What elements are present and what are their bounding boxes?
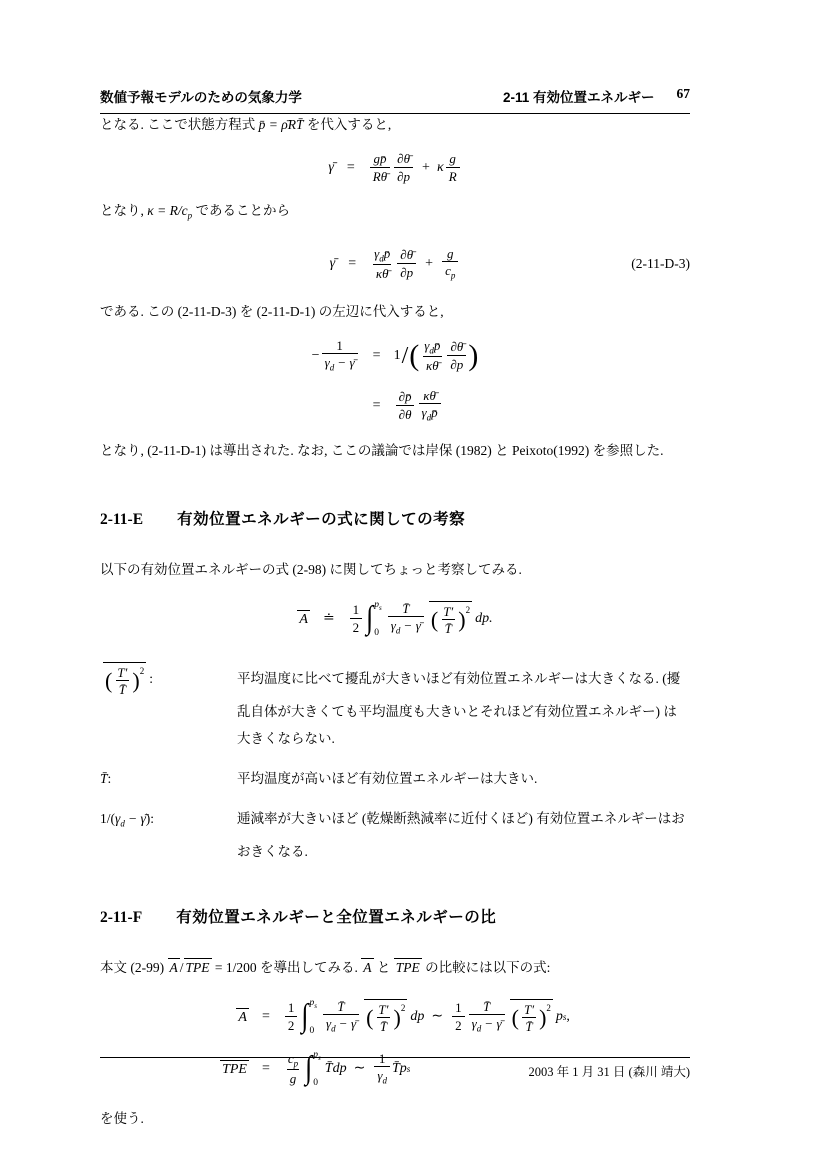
math-token: 1 — [393, 347, 401, 363]
item-term: $1/(\gamma_d$ − γ̄): — [100, 811, 155, 829]
footer-date-author: 2003 年 1 月 31 日 (森川 靖大) — [528, 1065, 690, 1079]
fraction: $\frac{\kappa\thetā}{\gamma_dp̄}$ — [419, 388, 441, 424]
inline-math-kappa: κ = R/c — [147, 203, 188, 219]
fraction: $\frac{\partial\thetā}{\partial p}$ — [447, 339, 466, 372]
header-right — [503, 86, 690, 106]
list-item-lapse-rate — [100, 805, 690, 865]
fraction: $\frac{\gamma_dp̄}{\kappa\thetā}$ — [424, 337, 441, 374]
math-token: γ̄ — [328, 159, 334, 175]
fraction: $\frac{1}{2}$ — [350, 602, 363, 635]
text-run: 本文 (2-99) — [100, 959, 168, 975]
item-term: ( $\frac{T'}{T̄}$ ) $^2$ : — [100, 662, 237, 698]
math-token: = — [348, 255, 357, 271]
section-heading-e — [100, 507, 690, 529]
paragraph-references: となり, (2-11-D-1) は導出された. なお, ここの議論では岸保 (1982) と Peixoto(1992) を参照した. — [100, 442, 664, 458]
paragraph-substitute: である. この (2-11-D-3) を (2-11-D-1) の左辺に代入すると, — [100, 303, 444, 319]
fraction: $\frac{T̄}{\gamma_d - \gammā}$ — [388, 601, 424, 637]
header-chapter: 2-11 有効位置エネルギー — [502, 90, 655, 105]
text-run: を導出してみる. — [256, 959, 362, 975]
overline-A: A — [238, 1010, 247, 1026]
overline-A: A — [299, 612, 308, 628]
section-title: 有効位置エネルギーの式に関しての考察 — [177, 510, 466, 528]
math-token: = — [261, 1008, 270, 1024]
text-run: となる. ここで状態方程式 — [100, 117, 259, 132]
math-token: + — [425, 255, 434, 271]
math-token: − — [311, 347, 320, 363]
section-heading-f — [100, 905, 690, 927]
inline-math-state-eq: p̄ = ρ̄RT̄ — [258, 117, 304, 132]
equation-gamma-1 — [100, 151, 690, 184]
fraction: $\frac{1}{\gamma_d - \gammā}$ — [322, 338, 358, 374]
section-number: 2-11-F — [100, 908, 143, 926]
overline-TPE: TPE — [395, 959, 420, 975]
header-book-title: 数値予報モデルのための気象力学 — [100, 90, 302, 105]
list-item-mean-temperature — [100, 765, 690, 792]
math-token: = — [346, 159, 355, 175]
inline-math-sub: p — [187, 210, 193, 221]
equation-comparison: A = $\frac{1}{2}$ ∫ $p_s$ 0 $\frac{T̄}{\gamma_d - \gammā}$ ( $\frac{T'}{T̄}$ ) $^2$ dp ∼ $\frac{1}{2}$ $\frac{T̄}{\gamma_d - \gammā}$ ( $\frac{T'}{T̄}$ ) $^2$ p s , TPE = $\frac{c_p}{g}$ ∫ $p_s$ 0 T̄ dp ∼ $\frac{1}{\gamma_d}$ T̄ p s — [222, 997, 570, 1088]
math-token: = — [372, 347, 381, 363]
equation-tag: (2-11-D-3) — [631, 255, 690, 271]
math-token: γ̄ — [329, 255, 336, 271]
fraction: $\frac{\partial\thetā}{\partial p}$ — [394, 151, 413, 184]
overline-TPE: TPE — [222, 1062, 247, 1078]
text-run: と — [373, 959, 394, 975]
fraction: $\frac{\partial p̄}{\partial\theta}$ — [396, 389, 415, 422]
item-term: T̄: — [100, 771, 112, 787]
section-title: 有効位置エネルギーと全位置エネルギーの比 — [176, 908, 497, 926]
section-number: 2-11-E — [100, 510, 144, 528]
math-token: = — [372, 397, 381, 413]
math-token: + — [422, 159, 430, 175]
header-page-number: 67 — [676, 86, 690, 101]
equation-2-11-D-3 — [100, 246, 690, 282]
page-header — [100, 86, 690, 114]
text-run: であることから — [192, 203, 290, 219]
overline-A: A — [169, 959, 178, 975]
math-token: κ — [436, 159, 444, 175]
text-run: の比較には以下の式: — [421, 959, 551, 975]
paragraph-state-equation — [100, 114, 690, 135]
fraction: $\frac{gp̄}{R\thetā}$ — [370, 151, 390, 184]
overline-A: A — [363, 959, 372, 975]
integral: ∫ $p_s$ 0 — [305, 1049, 321, 1088]
page-footer — [100, 1057, 690, 1080]
integral: ∫ $p_s$ 0 — [366, 599, 382, 638]
fraction: $\frac{\partial\thetā}{\partial p}$ — [397, 247, 416, 280]
text-run: を代入すると, — [303, 117, 392, 132]
integral: ∫ $p_s$ 0 — [301, 997, 317, 1036]
integral-sign: ∫ — [366, 599, 374, 636]
item-description: 平均温度に比べて擾乱が大きいほど有効位置エネルギーは大きくなる. (擾乱自体が大きくても平均温度も大きいとそれほど有効位置エネルギー) は大きくならない. — [237, 671, 681, 747]
math-token: = — [261, 1060, 270, 1076]
equation-ape — [100, 600, 690, 638]
math-token: ≐ — [322, 611, 335, 627]
overline-perturbation-term: ( $\frac{T'}{T̄}$ ) $^2$ — [429, 601, 472, 637]
math-token: dp. — [475, 610, 493, 626]
fraction: $\frac{\gamma_dp̄}{\kappa\thetā}$ — [374, 245, 391, 282]
list-item-perturbation — [100, 662, 690, 752]
item-description: 逓減率が大きいほど (乾燥断熱減率に近付くほど) 有効位置エネルギーはおおきくなる. — [237, 811, 685, 859]
fraction: $\frac{g}{R}$ — [446, 151, 460, 184]
paragraph-ratio-intro: 本文 (2-99) A / TPE = 1/200 を導出してみる. A と TPE の比較には以下の式: — [100, 959, 551, 975]
equation-derivation: − $\frac{1}{\gamma_d - \gammā}$ = 1 / ( $\frac{\gamma_dp̄}{\kappa\thetā}$ $\frac{\partial\thetā}{\partial p}$ ) = $\frac{\partial p̄}{\partial\theta}$ $\frac{\kappa\thetā}{\gamma_dp̄}$ — [311, 337, 479, 424]
page-body — [100, 86, 690, 1129]
item-description: 平均温度が高いほど有効位置エネルギーは大きい. — [237, 771, 538, 787]
overline-TPE: TPE — [185, 959, 210, 975]
fraction: $\frac{g}{c_p}$ — [442, 246, 458, 282]
text-run: となり, — [100, 203, 148, 219]
paragraph-ape-intro: 以下の有効位置エネルギーの式 (2-98) に関してちょっと考察してみる. — [100, 561, 522, 577]
paragraph-use: を使う. — [100, 1110, 144, 1126]
paragraph-kappa — [100, 200, 690, 227]
